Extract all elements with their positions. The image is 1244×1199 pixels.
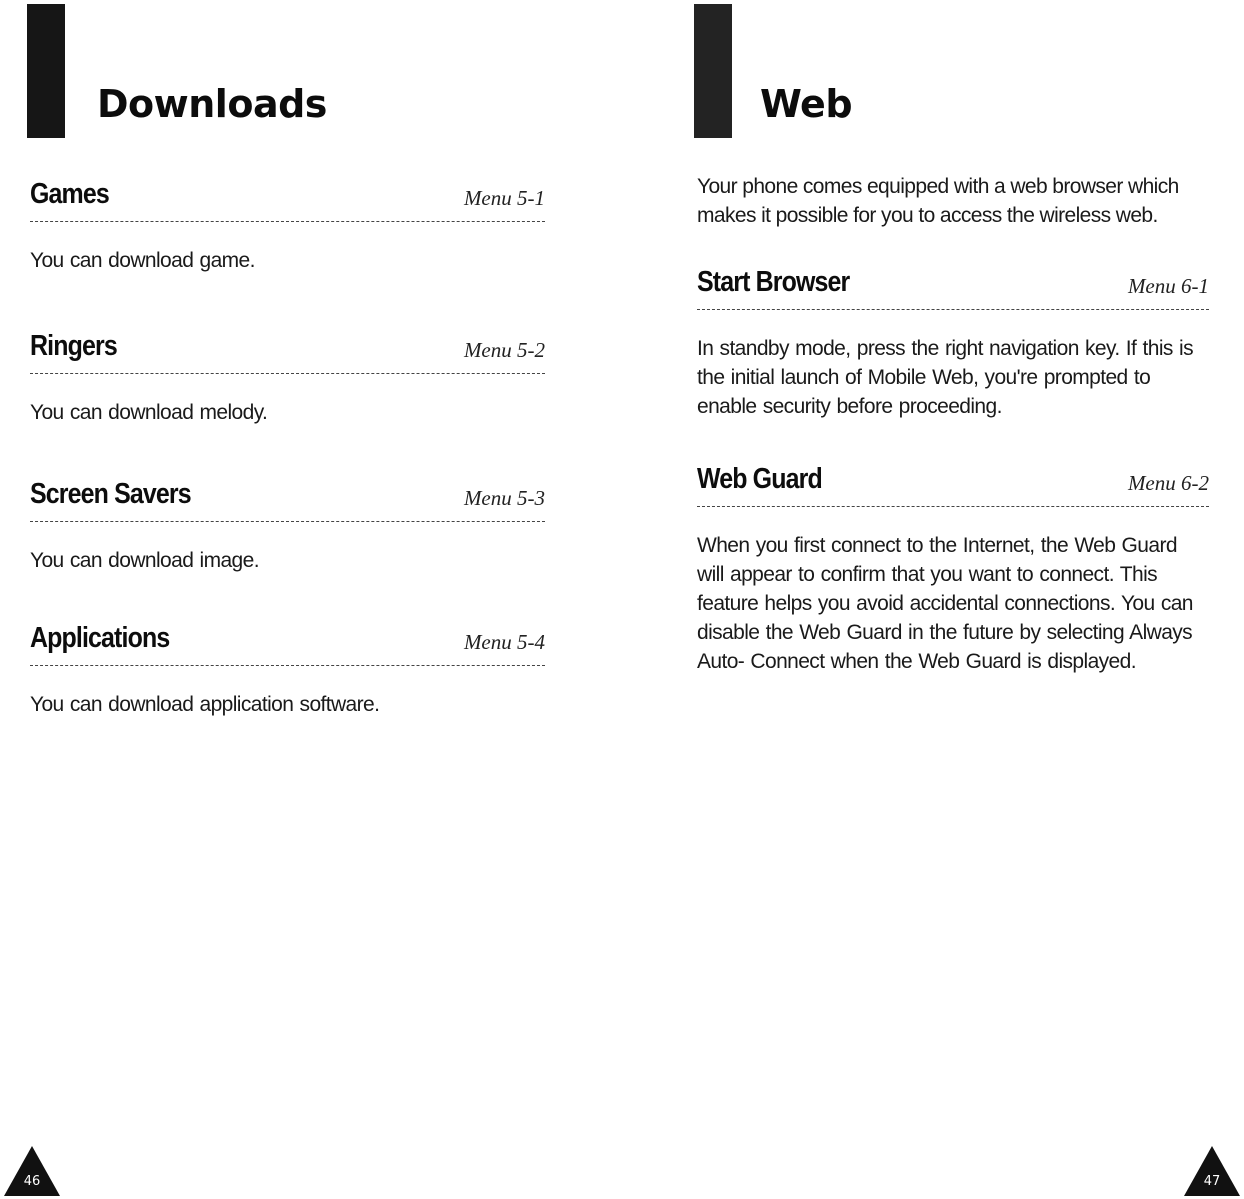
section-body: You can download melody. (30, 401, 268, 424)
chapter-intro: Your phone comes equipped with a web browser which makes it possible for you to access the wireless web. (697, 175, 1179, 227)
menu-reference: Menu 6-2 (1127, 471, 1209, 495)
chapter-title: Downloads (97, 82, 327, 126)
section-screen-savers (30, 478, 545, 575)
section-title: Games (30, 178, 109, 210)
section-title: Applications (30, 622, 170, 654)
section-body: In standby mode, press the right navigation key. If this is the initial launch of Mobile Web, you're prompted to enable security before proceeding. (697, 337, 1193, 418)
section-header (697, 266, 1209, 310)
right-page (622, 0, 1244, 1199)
menu-reference: Menu 5-3 (463, 486, 545, 510)
chapter-title: Web (760, 82, 853, 126)
section-start-browser (697, 266, 1209, 421)
section-games (30, 178, 545, 275)
section-body: You can download application software. (30, 693, 380, 716)
section-header (30, 478, 545, 522)
section-ringers (30, 330, 545, 427)
menu-reference: Menu 5-4 (463, 630, 545, 654)
menu-reference: Menu 6-1 (1127, 274, 1209, 298)
section-header (30, 178, 545, 222)
page-number: 46 (23, 1174, 41, 1189)
menu-reference: Menu 5-2 (463, 338, 545, 362)
section-title: Screen Savers (30, 478, 191, 510)
section-header (30, 330, 545, 374)
section-header (697, 463, 1209, 507)
page-number: 47 (1203, 1174, 1221, 1189)
section-web-guard (697, 463, 1209, 676)
chapter-marker-bar (694, 4, 732, 138)
section-title: Start Browser (697, 266, 850, 298)
section-body: You can download image. (30, 549, 259, 572)
section-title: Web Guard (697, 463, 822, 495)
section-applications (30, 622, 545, 719)
chapter-marker-bar (27, 4, 65, 138)
section-body: You can download game. (30, 249, 255, 272)
section-body: When you first connect to the Internet, the Web Guard will appear to confirm that you want to connect. This feature helps you avoid accidental connections. You can disable the Web Guard in the future by selecting Always Auto- Connect when the Web Guard is displayed. (697, 534, 1193, 673)
section-title: Ringers (30, 330, 117, 362)
menu-reference: Menu 5-1 (463, 186, 545, 210)
section-header (30, 622, 545, 666)
